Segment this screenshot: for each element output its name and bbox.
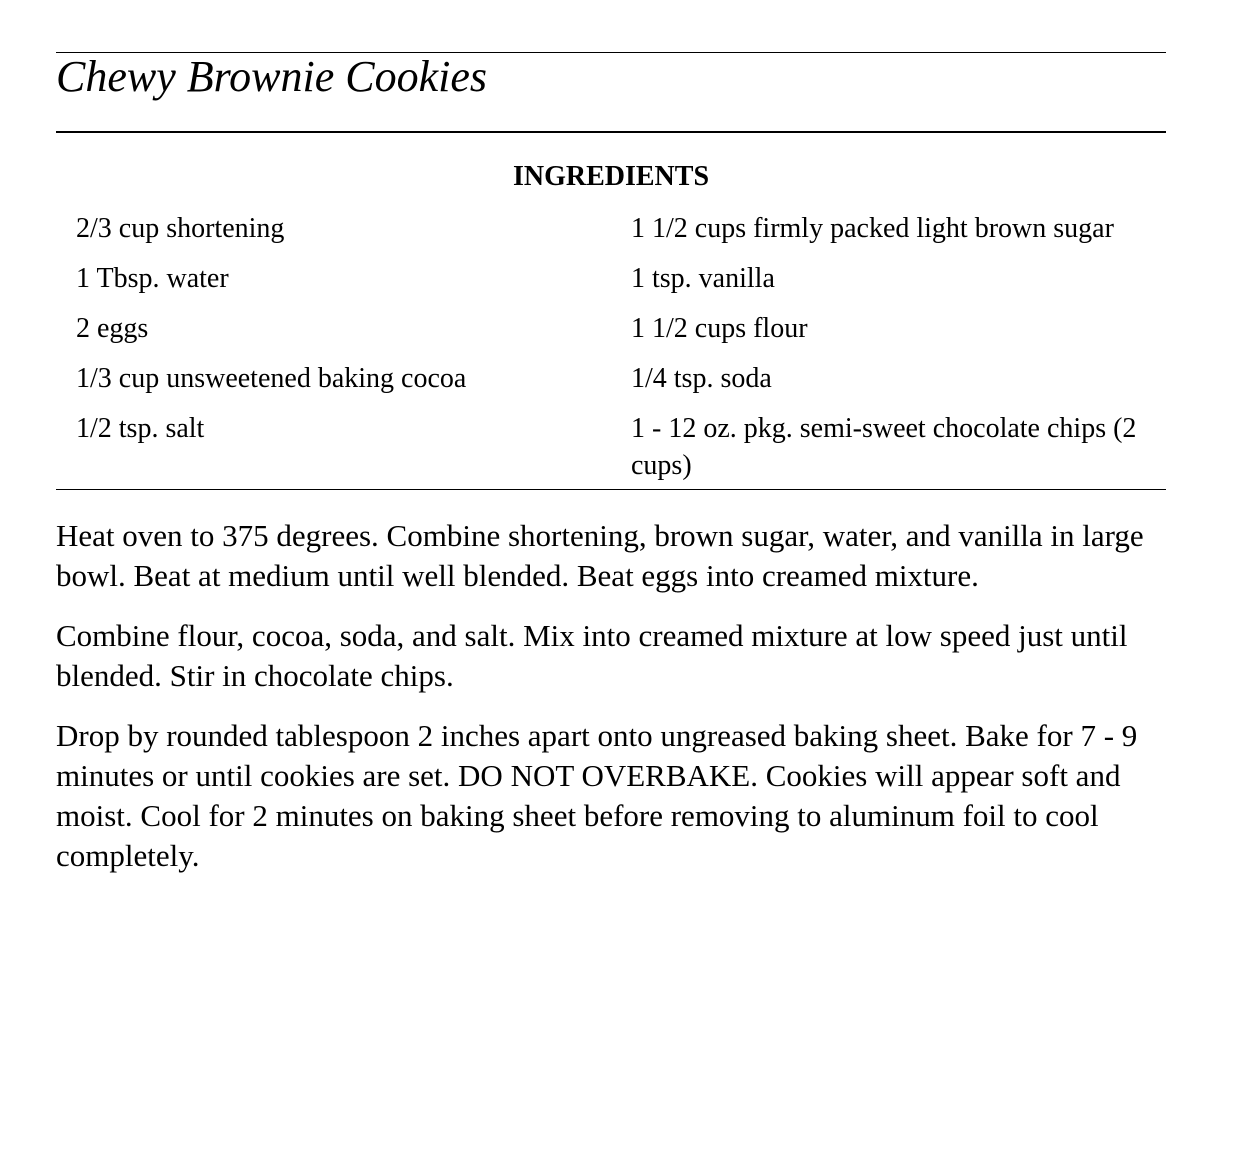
ingredient-item: 1/2 tsp. salt: [76, 413, 205, 444]
ingredient-item: 2 eggs: [76, 313, 149, 344]
ingredient-item: 1 tsp. vanilla: [631, 263, 775, 294]
directions: [56, 516, 1166, 896]
title-divider: [56, 131, 1166, 133]
ingredient-item: 1 - 12 oz. pkg. semi-sweet chocolate chips (2 cups): [631, 413, 1137, 481]
ingredients-right-column: [631, 210, 1166, 497]
direction-paragraph: Drop by rounded tablespoon 2 inches apart onto ungreased baking sheet. Bake for 7 - 9 minutes or until cookies are set. DO NOT OVERBAKE. Cookies will appear soft and moist. Cool for 2 minutes on baking sheet before removing to aluminum foil to cool completely.: [56, 718, 1138, 873]
direction-paragraph: Heat oven to 375 degrees. Combine shortening, brown sugar, water, and vanilla in large bowl. Beat at medium until well blended. Beat eggs into creamed mixture.: [56, 518, 1144, 593]
ingredients-heading: INGREDIENTS: [512, 161, 710, 192]
ingredient-item: 2/3 cup shortening: [76, 213, 285, 244]
ingredient-item: 1 1/2 cups firmly packed light brown sugar: [631, 213, 1114, 244]
ingredients-divider: [56, 489, 1166, 490]
ingredient-item: 1 1/2 cups flour: [631, 313, 808, 344]
ingredient-item: 1/3 cup unsweetened baking cocoa: [76, 363, 467, 394]
ingredient-item: 1 Tbsp. water: [76, 263, 229, 294]
direction-paragraph: Combine flour, cocoa, soda, and salt. Mix into creamed mixture at low speed just until blended. Stir in chocolate chips.: [56, 618, 1128, 693]
ingredients-left-column: [76, 210, 596, 460]
recipe-title: Chewy Brownie Cookies: [56, 52, 487, 101]
ingredient-item: 1/4 tsp. soda: [631, 363, 772, 394]
